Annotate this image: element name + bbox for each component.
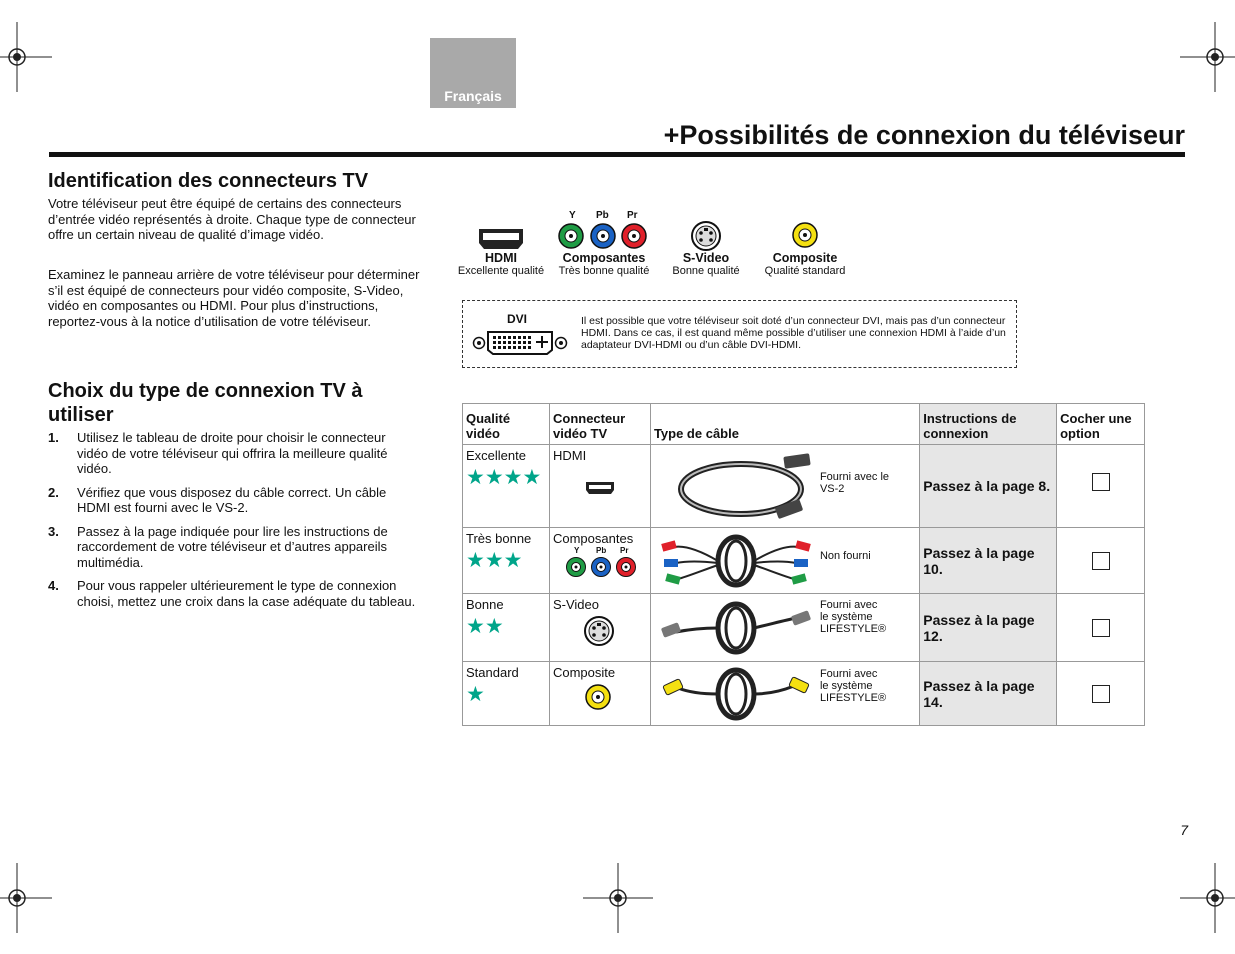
- checkbox[interactable]: [1092, 685, 1110, 703]
- svideo-connector-icon: [690, 220, 722, 252]
- step-text: Passez à la page indiquée pour lire les instructions de raccordement de votre téléviseur et d’autres appareils multimédia.: [77, 523, 388, 570]
- table-row: [463, 528, 1145, 594]
- header-check: Cocher une option: [1057, 404, 1145, 445]
- hdmi-label: HDMI: [485, 251, 517, 265]
- svideo-connector-icon: [583, 615, 615, 647]
- cable-supply-note: Fourni avec le système LIFESTYLE®: [819, 668, 887, 704]
- connector-cell: [549, 662, 650, 726]
- section2-heading: Choix du type de connexion TV à utiliser: [48, 380, 363, 426]
- composite-label: Composite: [772, 251, 838, 265]
- hdmi-connector-icon: [478, 228, 524, 250]
- header-instructions: Instructions de connexion: [920, 404, 1057, 445]
- section1-paragraph-1: Votre téléviseur peut être équipé de certains des connecteurs d’entrée vidéo représentés à droite. Chaque type de connecteur offre un certain niveau de qualité d’image vidéo.: [48, 196, 416, 242]
- table-header-row: [463, 404, 1145, 445]
- instruction-cell: Passez à la page 14.: [920, 662, 1057, 726]
- connector-cell: [549, 445, 650, 528]
- star-rating-icon: ★★: [466, 615, 504, 638]
- hdmi-quality: Excellente qualité: [457, 265, 545, 277]
- cable-supply-note: Fourni avec le VS-2: [819, 471, 890, 495]
- header-quality: Qualité vidéo: [463, 404, 550, 445]
- step-text: Vérifiez que vous disposez du câble correct. Un câble HDMI est fourni avec le VS-2.: [77, 484, 387, 515]
- pr-label: Pr: [619, 546, 629, 555]
- composite-cable-icon: [656, 664, 816, 724]
- header-connector: Connecteur vidéo TV: [549, 404, 650, 445]
- checkbox[interactable]: [1092, 552, 1110, 570]
- quality-cell: [463, 445, 550, 528]
- cable-cell: [650, 594, 919, 662]
- quality-cell: [463, 662, 550, 726]
- connector-cell: [549, 594, 650, 662]
- table-row: [463, 445, 1145, 528]
- star-rating-icon: ★★★★: [466, 466, 542, 489]
- dvi-note-text: Il est possible que votre téléviseur soit doté d’un connecteur DVI, mais pas d’un connecteur HDMI. Dans ce cas, il est quand même possible d’utiliser une connexion HDMI à l’aide d’un adaptateur DVI-HDMI ou d’un câble DVI-HDMI.: [581, 315, 1006, 351]
- step-item: [48, 485, 418, 516]
- title-rule: [49, 152, 1185, 157]
- cable-cell: [650, 528, 919, 594]
- step-number: 4.: [48, 578, 59, 593]
- connector-text: HDMI: [552, 448, 587, 463]
- cable-supply-note: Fourni avec le système LIFESTYLE®: [819, 599, 887, 635]
- registration-mark-icon: [0, 22, 52, 92]
- step-number: 2.: [48, 484, 59, 500]
- instruction-cell: Passez à la page 12.: [920, 594, 1057, 662]
- registration-mark-icon: [1180, 863, 1235, 933]
- connector-text: Composite: [552, 665, 616, 680]
- quality-text: Excellente: [466, 448, 526, 463]
- component-cable-icon: [656, 531, 816, 591]
- instruction-cell: Passez à la page 8.: [920, 445, 1057, 528]
- checkbox[interactable]: [1092, 473, 1110, 491]
- component-connector-icon: [565, 556, 637, 578]
- quality-text: Bonne: [466, 597, 504, 612]
- composite-quality: Qualité standard: [764, 265, 846, 277]
- dvi-connector-icon: [472, 330, 568, 356]
- steps-list: [48, 430, 418, 617]
- quality-cell: [463, 528, 550, 594]
- table-row: [463, 594, 1145, 662]
- registration-mark-icon: [0, 863, 52, 933]
- step-text: Pour vous rappeler ultérieurement le type de connexion choisi, mettez une croix dans la case adéquate du tableau.: [77, 578, 416, 609]
- step-text: Utilisez le tableau de droite pour choisir le connecteur vidéo de votre téléviseur qui offrira la meilleure qualité vidéo.: [77, 430, 388, 476]
- check-cell: [1057, 445, 1145, 528]
- svideo-cable-icon: [656, 598, 816, 658]
- page-title: +Possibilités de connexion du téléviseur: [663, 120, 1185, 150]
- connector-text: Composantes: [552, 531, 634, 546]
- svideo-label: S-Video: [682, 251, 730, 265]
- cable-supply-note: Non fourni: [819, 550, 871, 562]
- pr-label: Pr: [627, 210, 638, 221]
- instruction-cell: Passez à la page 10.: [920, 528, 1057, 594]
- registration-mark-icon: [1180, 22, 1235, 92]
- pb-label: Pb: [596, 210, 609, 221]
- composite-connector-icon: [791, 221, 819, 249]
- quality-text: Très bonne: [466, 531, 532, 546]
- header-cable: Type de câble: [650, 404, 919, 445]
- registration-mark-icon: [583, 863, 653, 933]
- y-label: Y: [569, 210, 576, 221]
- composite-connector-icon: [584, 683, 612, 711]
- pb-label: Pb: [595, 546, 607, 555]
- language-tab: Français: [430, 38, 516, 108]
- dvi-label: DVI: [507, 312, 528, 326]
- star-rating-icon: ★: [466, 683, 485, 706]
- component-connector-icon: [557, 222, 649, 250]
- connector-cell: [549, 528, 650, 594]
- step-item: [48, 430, 418, 477]
- y-label: Y: [573, 546, 580, 555]
- step-number: 3.: [48, 523, 59, 539]
- component-label: Composantes: [562, 251, 646, 265]
- hdmi-cable-icon: [676, 449, 836, 524]
- cable-cell: [650, 662, 919, 726]
- hdmi-connector-icon: [585, 481, 615, 495]
- step-number: 1.: [48, 430, 59, 445]
- step-item: [48, 524, 418, 571]
- step-item: [48, 578, 418, 609]
- page-number: 7: [1180, 822, 1188, 838]
- component-quality: Très bonne qualité: [558, 265, 650, 277]
- check-cell: [1057, 662, 1145, 726]
- section1-paragraph-2: Examinez le panneau arrière de votre téléviseur pour déterminer s’il est équipé de connecteurs pour vidéo composite, S-Video, vidéo en composantes ou HDMI. Pour plus d’instructions, reportez-vous à la notice d’utilisation de votre téléviseur.: [48, 267, 420, 329]
- checkbox[interactable]: [1092, 619, 1110, 637]
- cable-cell: [650, 445, 919, 528]
- table-row: [463, 662, 1145, 726]
- svideo-quality: Bonne qualité: [672, 265, 740, 277]
- connection-table: [462, 403, 1145, 726]
- star-rating-icon: ★★★: [466, 549, 523, 572]
- check-cell: [1057, 594, 1145, 662]
- section1-heading: Identification des connecteurs TV: [48, 170, 369, 192]
- quality-text: Standard: [466, 665, 519, 680]
- quality-cell: [463, 594, 550, 662]
- check-cell: [1057, 528, 1145, 594]
- connector-text: S-Video: [552, 597, 599, 612]
